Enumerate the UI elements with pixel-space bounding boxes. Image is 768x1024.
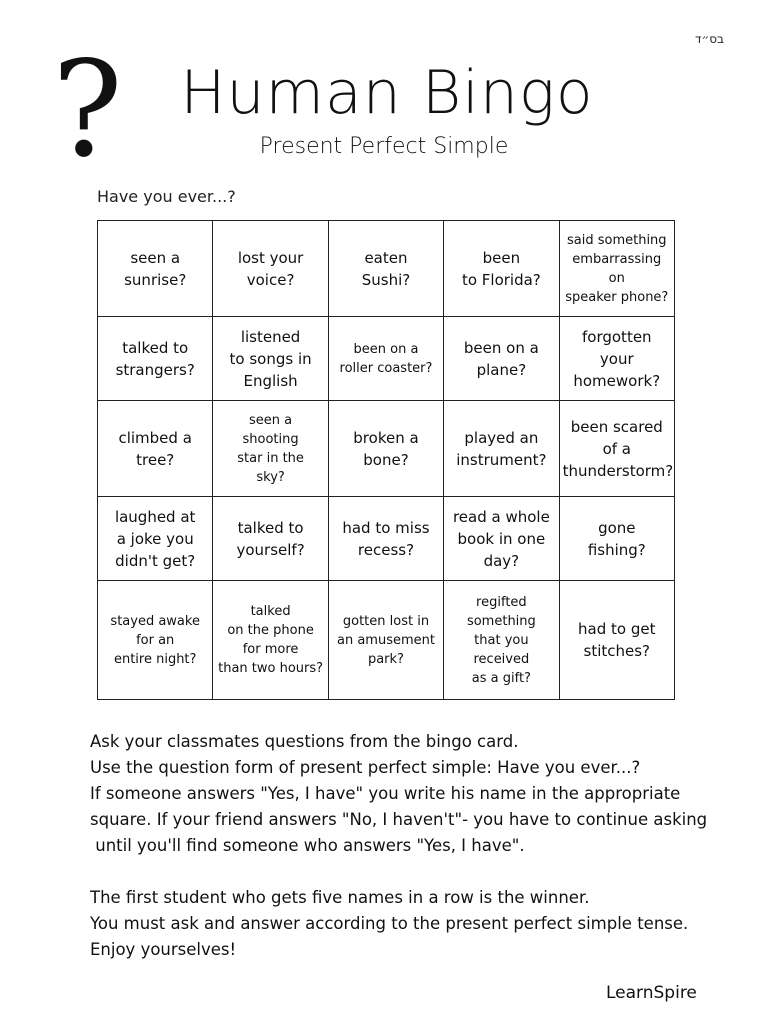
bingo-row xyxy=(98,401,675,497)
bingo-cell[interactable]: had to miss recess? xyxy=(328,497,443,581)
bingo-cell[interactable]: played an instrument? xyxy=(444,401,559,497)
question-mark-icon: ? xyxy=(52,33,123,187)
bingo-cell[interactable]: been to Florida? xyxy=(444,221,559,317)
brand-signature: LearnSpire xyxy=(606,983,697,1003)
instruction-line: The first student who gets five names in a row is the winner. xyxy=(90,888,590,907)
page-title: Human Bingo xyxy=(180,58,594,128)
bingo-cell[interactable]: broken a bone? xyxy=(328,401,443,497)
bingo-cell[interactable]: talked to strangers? xyxy=(98,317,213,401)
bingo-row xyxy=(98,497,675,581)
lead-question: Have you ever...? xyxy=(97,187,236,206)
instructions xyxy=(90,729,730,963)
bingo-cell[interactable]: read a whole book in one day? xyxy=(444,497,559,581)
bingo-cell[interactable]: gotten lost in an amusement park? xyxy=(328,581,443,700)
bingo-cell[interactable]: forgotten your homework? xyxy=(559,317,674,401)
instruction-line: Ask your classmates questions from the bingo card. xyxy=(90,732,519,751)
bingo-cell[interactable]: regifted something that you received as a gift? xyxy=(444,581,559,700)
instruction-line: If someone answers "Yes, I have" you write his name in the appropriate xyxy=(90,784,681,803)
instruction-line: Use the question form of present perfect simple: Have you ever...? xyxy=(90,758,641,777)
bingo-cell[interactable]: been on a plane? xyxy=(444,317,559,401)
bingo-cell[interactable]: lost your voice? xyxy=(213,221,328,317)
bingo-cell[interactable]: had to get stitches? xyxy=(559,581,674,700)
bingo-cell[interactable]: climbed a tree? xyxy=(98,401,213,497)
bingo-row xyxy=(98,221,675,317)
page-subtitle: Present Perfect Simple xyxy=(259,134,509,159)
bingo-cell[interactable]: eaten Sushi? xyxy=(328,221,443,317)
bingo-cell[interactable]: laughed at a joke you didn't get? xyxy=(98,497,213,581)
bingo-cell[interactable]: been on a roller coaster? xyxy=(328,317,443,401)
instruction-line: until you'll find someone who answers "Yes, I have". xyxy=(90,836,525,855)
bingo-cell[interactable]: stayed awake for an entire night? xyxy=(98,581,213,700)
instruction-line: You must ask and answer according to the present perfect simple tense. xyxy=(90,914,689,933)
bingo-row xyxy=(98,317,675,401)
bingo-cell[interactable]: talked on the phone for more than two hours? xyxy=(213,581,328,700)
bingo-cell[interactable]: been scared of a thunderstorm? xyxy=(559,401,674,497)
bingo-cell[interactable]: talked to yourself? xyxy=(213,497,328,581)
bingo-cell[interactable]: listened to songs in English xyxy=(213,317,328,401)
bingo-row xyxy=(98,581,675,700)
instruction-line: Enjoy yourselves! xyxy=(90,940,237,959)
bingo-cell[interactable]: said something embarrassing on speaker phone? xyxy=(559,221,674,317)
bingo-cell[interactable]: seen a sunrise? xyxy=(98,221,213,317)
bingo-cell[interactable]: gone fishing? xyxy=(559,497,674,581)
bingo-grid xyxy=(97,220,675,700)
instruction-line: square. If your friend answers "No, I haven't"- you have to continue asking xyxy=(90,810,708,829)
bingo-cell[interactable]: seen a shooting star in the sky? xyxy=(213,401,328,497)
paragraph-gap xyxy=(90,859,730,885)
corner-mark: בס״ד xyxy=(694,32,724,46)
